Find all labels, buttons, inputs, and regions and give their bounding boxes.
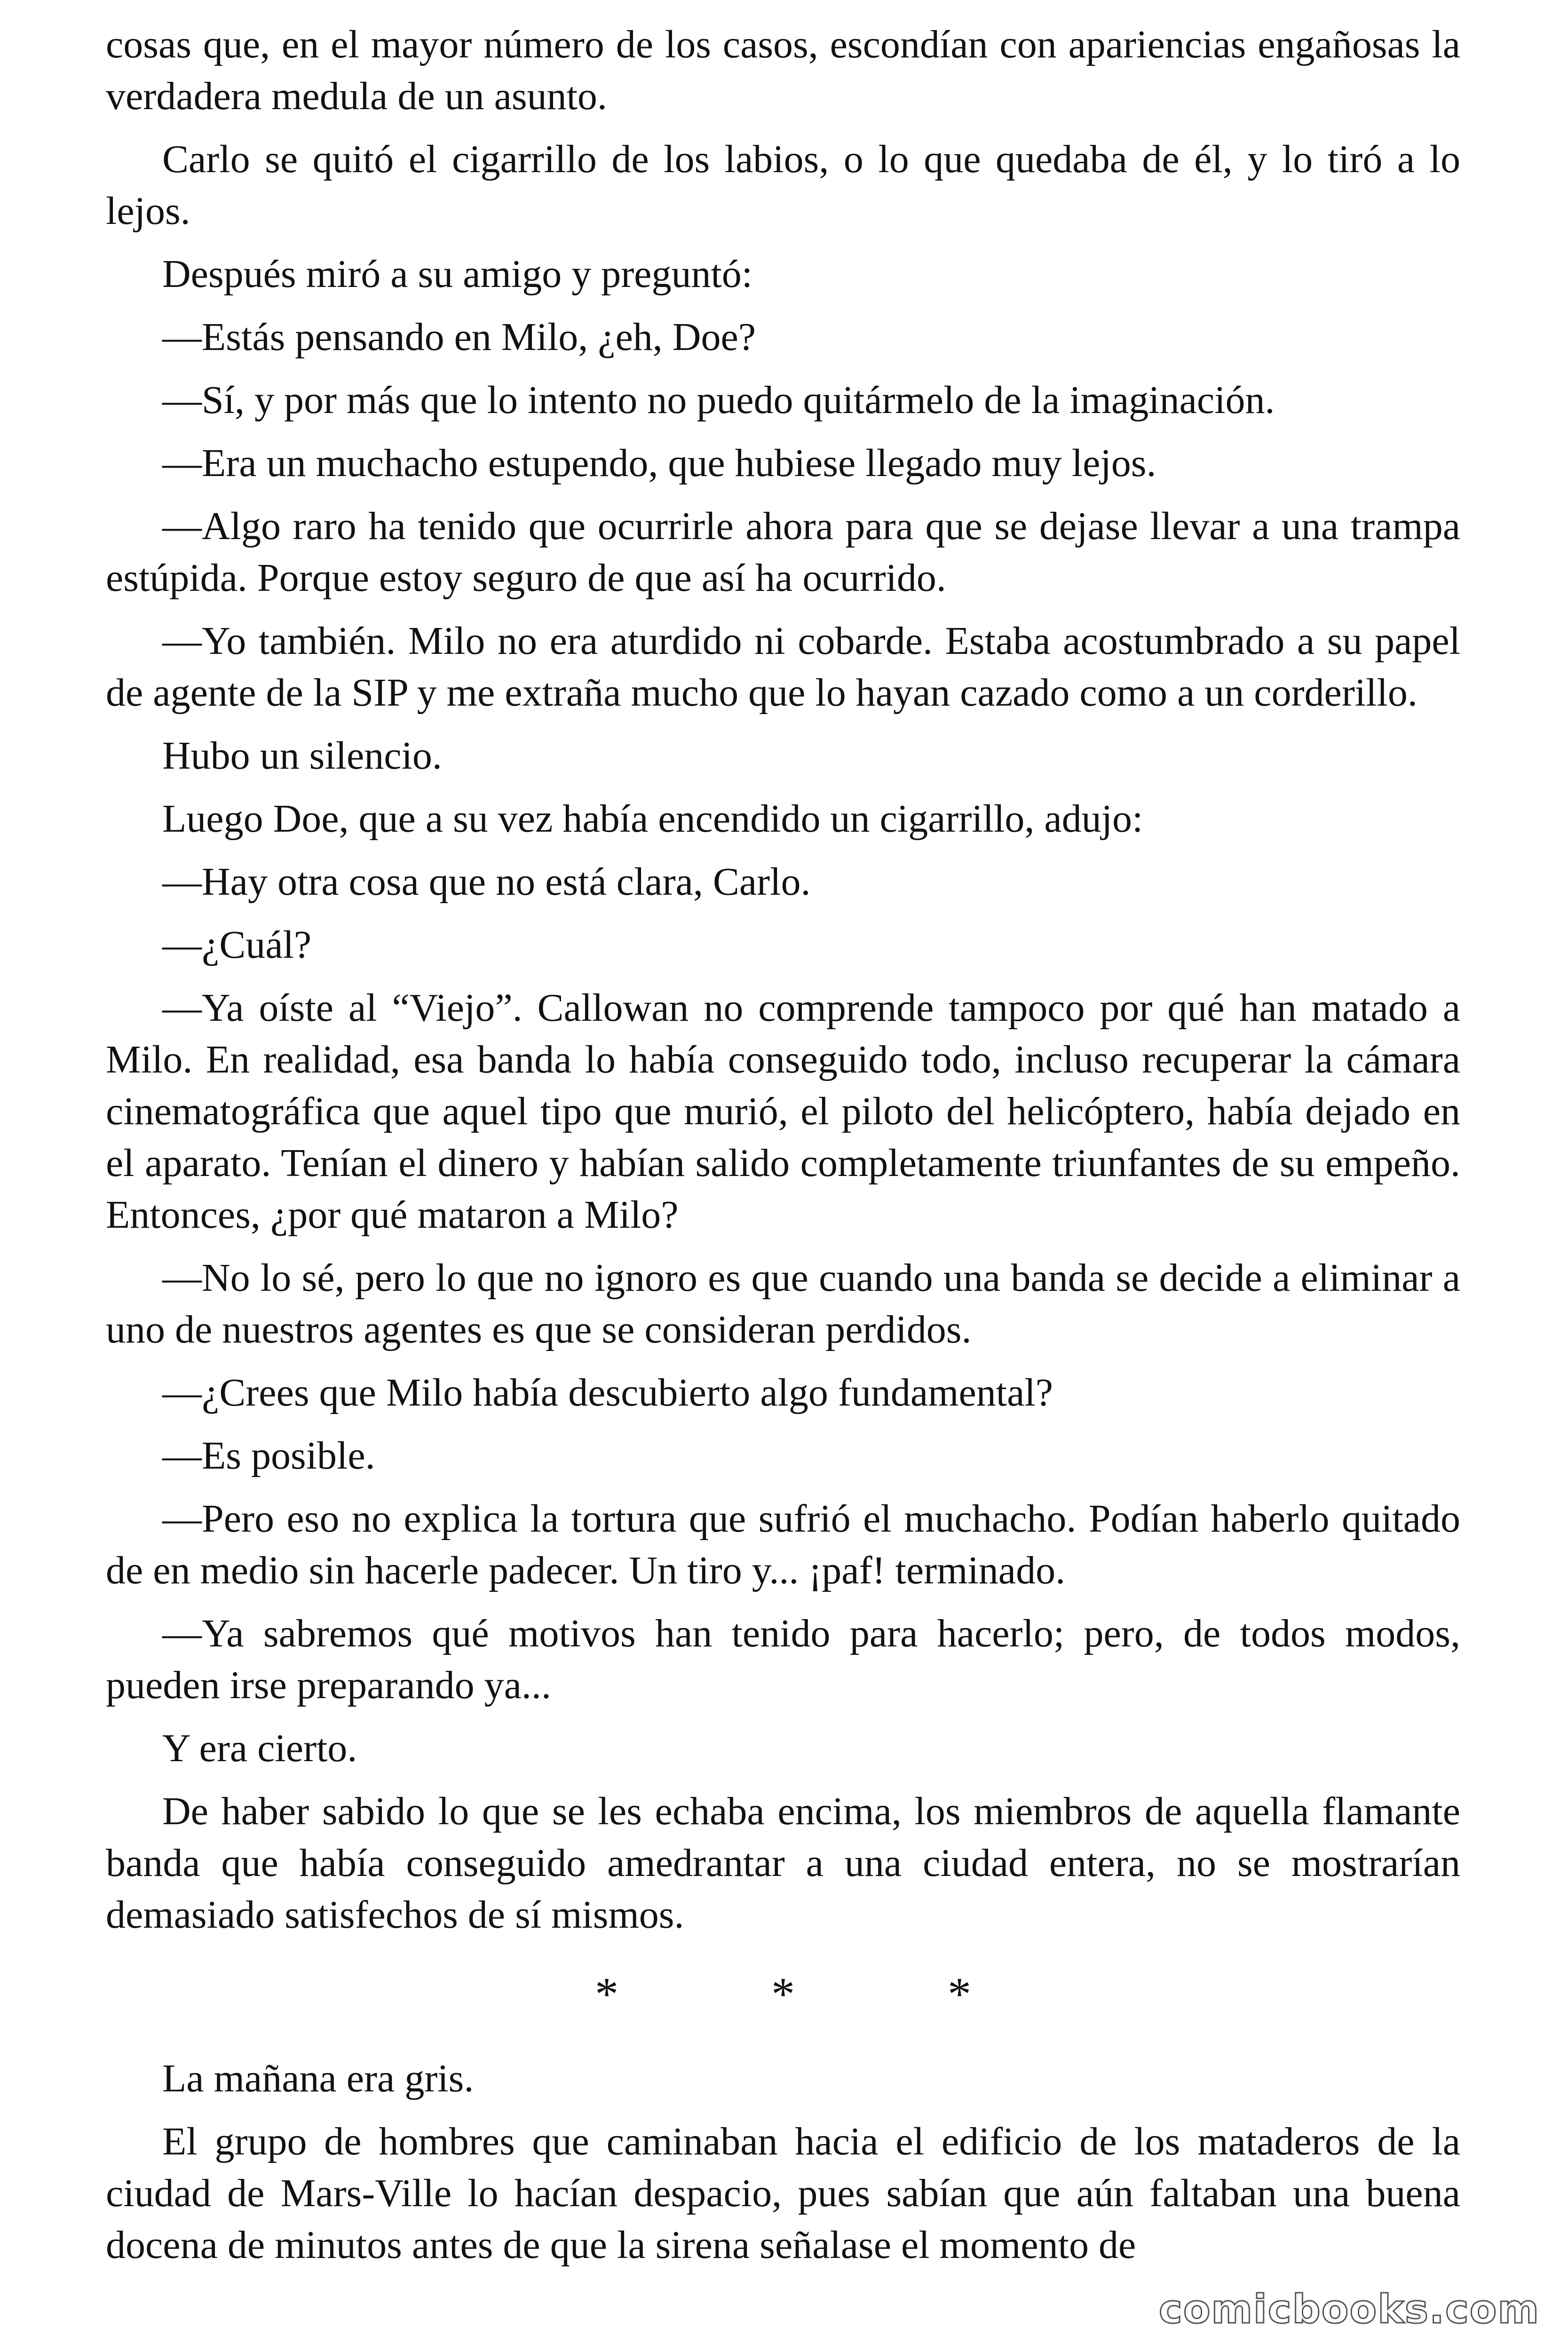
dialogue-line: —Era un muchacho estupendo, que hubiese llegado muy lejos.	[162, 441, 1156, 485]
dialogue-line: —Hay otra cosa que no está clara, Carlo.	[162, 860, 811, 904]
dialogue-line: —No lo sé, pero lo que no ignoro es que cuando una banda se decide a eliminar a uno de nuestros agentes es que se consideran perdidos.	[106, 1256, 1460, 1351]
dialogue-line: —Sí, y por más que lo intento no puedo quitármelo de la imaginación.	[162, 378, 1275, 422]
paragraph: Después miró a su amigo y preguntó:	[162, 252, 753, 296]
paragraph: Luego Doe, que a su vez había encendido un cigarrillo, adujo:	[162, 797, 1143, 841]
paragraph: cosas que, en el mayor número de los casos, escondían con apariencias engañosas la verdadera medula de un asunto.	[106, 23, 1460, 118]
dialogue-line: —Yo también. Milo no era aturdido ni cobarde. Estaba acostumbrado a su papel de agente de la SIP y me extraña mucho que lo hayan cazado como a un corderillo.	[106, 619, 1460, 715]
paragraph: El grupo de hombres que caminaban hacia el edificio de los mataderos de la ciudad de Mars-Ville lo hacían despacio, pues sabían que aún faltaban una buena docena de minutos antes de que la sirena señalase el momento de	[106, 2120, 1460, 2267]
dialogue-line: —Algo raro ha tenido que ocurrirle ahora para que se dejase llevar a una trampa estúpida. Porque estoy seguro de que así ha ocurrido.	[106, 504, 1460, 600]
paragraph: De haber sabido lo que se les echaba encima, los miembros de aquella flamante banda que había conseguido amedrantar a una ciudad entera, no se mostrarían demasiado satisfechos de sí mismos.	[106, 1789, 1460, 1937]
paragraph: Hubo un silencio.	[162, 734, 442, 778]
paragraph: La mañana era gris.	[162, 2057, 474, 2100]
dialogue-line: —¿Cuál?	[162, 923, 312, 967]
paragraph: Carlo se quitó el cigarrillo de los labios, o lo que quedaba de él, y lo tiró a lo lejos.	[106, 137, 1460, 233]
dialogue-line: —Estás pensando en Milo, ¿eh, Doe?	[162, 315, 756, 359]
dialogue-line: —Ya oíste al “Viejo”. Callowan no comprende tampoco por qué han matado a Milo. En realidad, esa banda lo había conseguido todo, incluso recuperar la cámara cinematográfica que aquel tipo que murió, el piloto del helicóptero, había dejado en el aparato. Tenían el dinero y habían salido completamente triunfantes de su empeño. Entonces, ¿por qué mataron a Milo?	[106, 986, 1460, 1237]
book-page-text	[106, 19, 1460, 2282]
dialogue-line: —Es posible.	[162, 1434, 375, 1478]
scene-break-asterisks: * * *	[595, 1968, 1042, 2020]
dialogue-line: —Pero eso no explica la tortura que sufrió el muchacho. Podían haberlo quitado de en medio sin hacerle padecer. Un tiro y... ¡paf! terminado.	[106, 1497, 1460, 1592]
watermark-logo: comicbooks.com	[1159, 2286, 1540, 2332]
dialogue-line: —¿Crees que Milo había descubierto algo fundamental?	[162, 1371, 1053, 1414]
dialogue-line: —Ya sabremos qué motivos han tenido para hacerlo; pero, de todos modos, pueden irse preparando ya...	[106, 1612, 1460, 1707]
paragraph: Y era cierto.	[162, 1726, 357, 1770]
